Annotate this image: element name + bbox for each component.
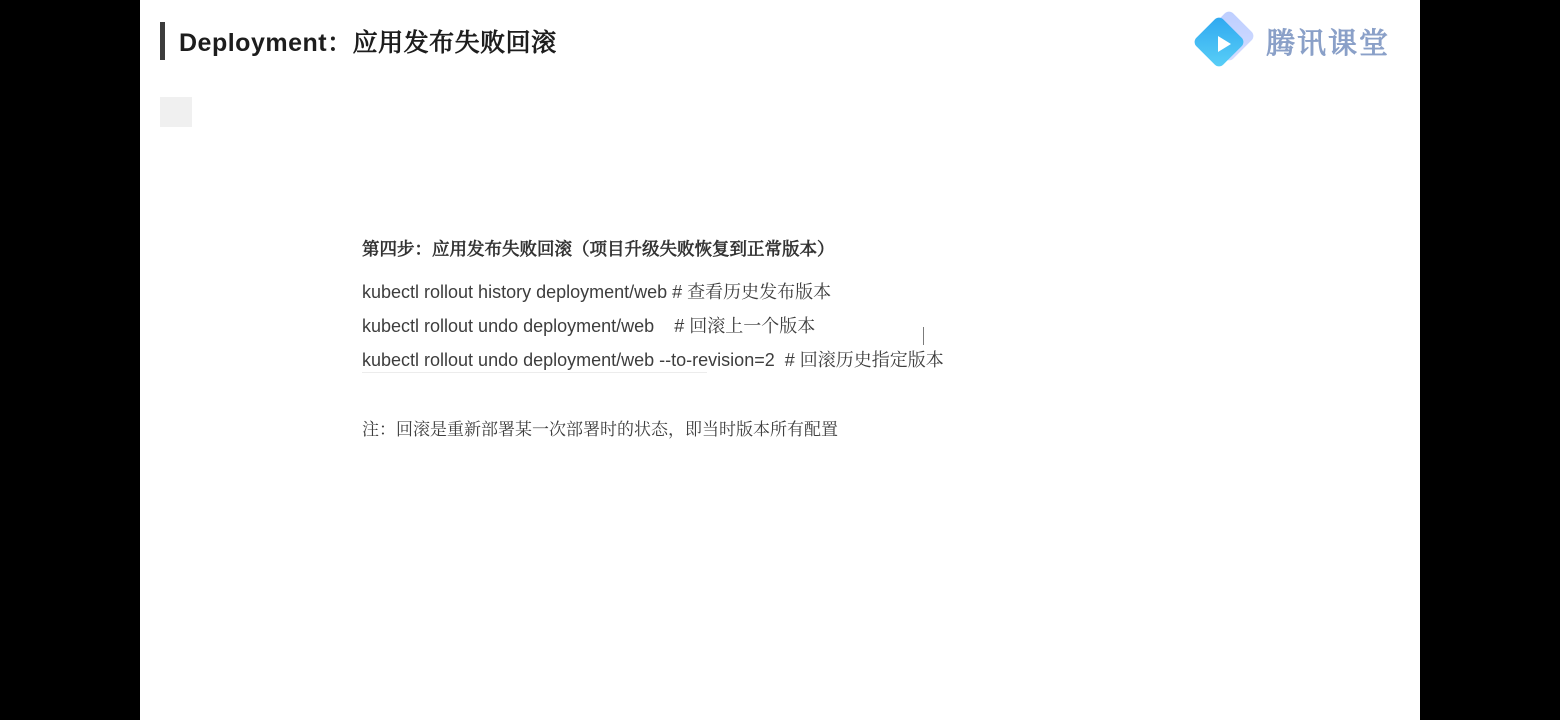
command-line: kubectl rollout history deployment/web # 查看历史发布版本 [362, 282, 832, 302]
command-line: kubectl rollout undo deployment/web --to-revision=2 # 回滚历史指定版本 [362, 350, 944, 370]
title-accent-bar [160, 22, 165, 60]
page-title: Deployment：应用发布失败回滚 [179, 29, 557, 57]
placeholder-box [160, 97, 192, 127]
slide-canvas [140, 0, 1420, 720]
slide-title-row [160, 22, 557, 60]
text-caret [923, 327, 924, 345]
divider-artifact [362, 372, 707, 373]
note-text: 注：回滚是重新部署某一次部署时的状态，即当时版本所有配置 [362, 420, 838, 439]
brand-logo [1198, 14, 1390, 68]
brand-name: 腾讯课堂 [1265, 27, 1390, 60]
command-line: kubectl rollout undo deployment/web # 回滚上一个版本 [362, 316, 816, 336]
slide-body [362, 236, 1262, 440]
play-logo-icon [1198, 15, 1256, 67]
section-heading: 第四步：应用发布失败回滚（项目升级失败恢复到正常版本） [362, 239, 835, 259]
play-triangle-icon [1218, 36, 1231, 52]
